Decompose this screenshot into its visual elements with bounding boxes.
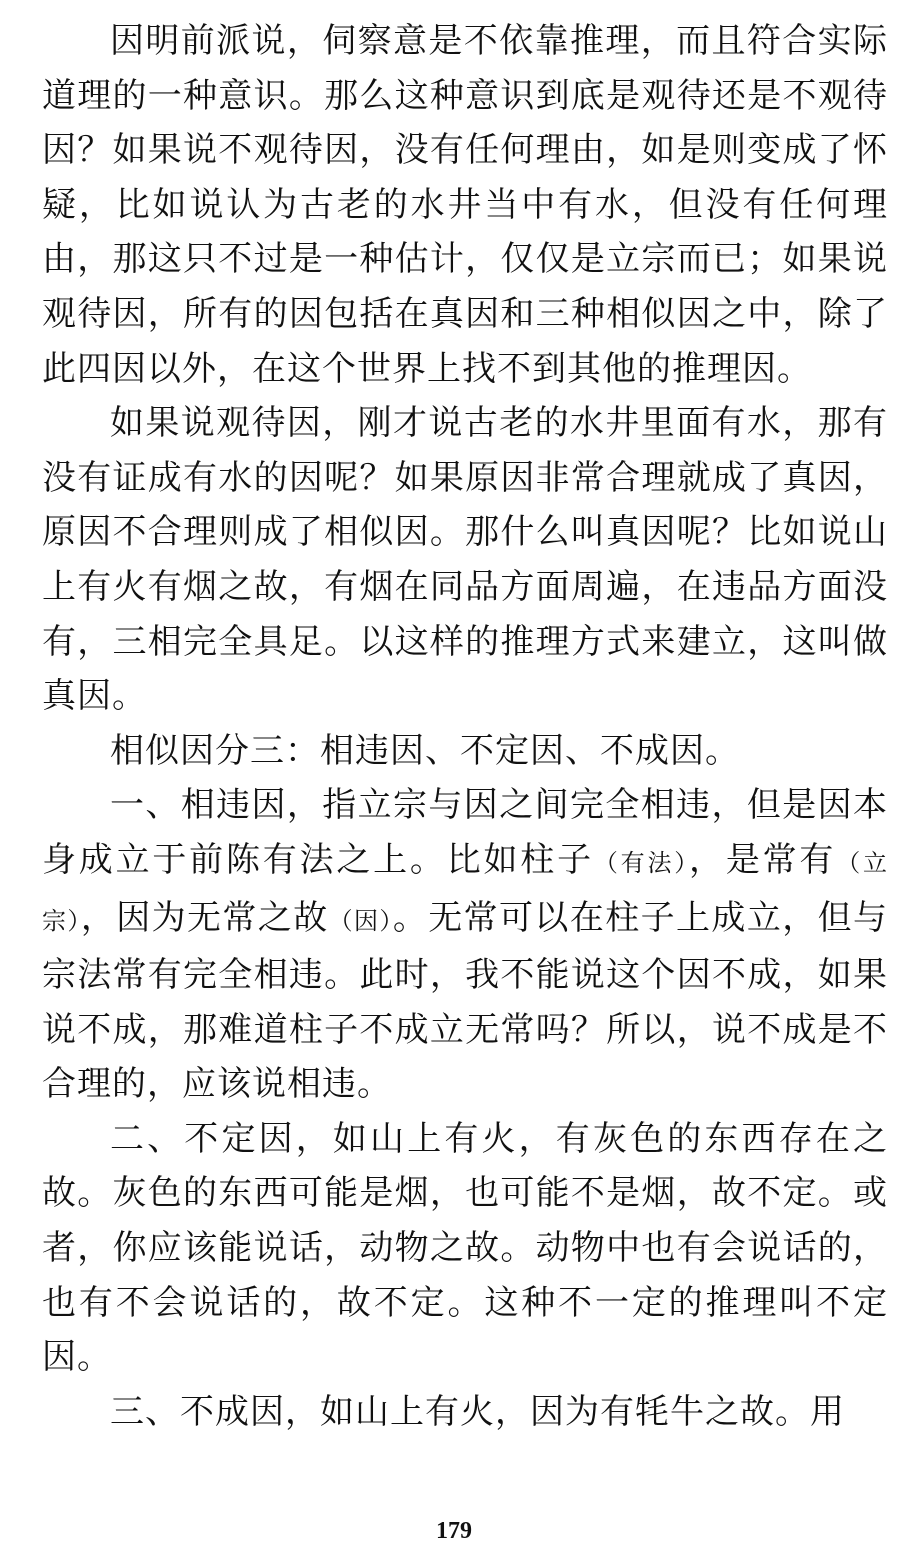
paragraph-5: 二、不定因，如山上有火，有灰色的东西存在之故。灰色的东西可能是烟，也可能不是烟，故不定。或者，你应该能说话，动物之故。动物中也有会说话的，也有不会说话的，故不定。这种不一定的推理叫不定因。 bbox=[42, 1118, 888, 1378]
paragraph-4-text-b: ，是常有 bbox=[689, 839, 837, 880]
paragraph-4-text-d: 。无常可以在柱子上成立，但与宗法常有完全相违。此时，我不能说这个因不成，如果说不成，那难道柱子不成立无常吗？所以，说不成是不合理的，应该说相违。 bbox=[42, 897, 889, 1105]
paragraph-6: 三、不成因，如山上有火，因为有牦牛之故。用 bbox=[110, 1391, 845, 1432]
annotation-thesis: （立宗） bbox=[42, 848, 889, 935]
paragraph-2: 如果说观待因，刚才说古老的水井里面有水，那有没有证成有水的因呢？如果原因非常合理就成了真因，原因不合理则成了相似因。那什么叫真因呢？比如说山上有火有烟之故，有烟在同品方面周遍，在违品方面没有，三相完全具足。以这样的推理方式来建立，这叫做真因。 bbox=[42, 403, 888, 717]
page-number: 179 bbox=[436, 1518, 472, 1544]
paragraph-4-text-a: 一、相违因，指立宗与因之间完全相违，但是因本身成立于前陈有法之上。比如柱子 bbox=[42, 785, 888, 880]
paragraph-3: 相似因分三：相违因、不定因、不成因。 bbox=[110, 730, 740, 771]
annotation-subject: （有法） bbox=[593, 848, 690, 877]
annotation-reason: （因） bbox=[328, 906, 393, 935]
paragraph-4-text-c: ，因为无常之故 bbox=[80, 897, 329, 938]
page-body bbox=[42, 14, 888, 1439]
paragraph-1: 因明前派说，伺察意是不依靠推理，而且符合实际道理的一种意识。那么这种意识到底是观待还是不观待因？如果说不观待因，没有任何理由，如是则变成了怀疑，比如说认为古老的水井当中有水，但没有任何理由，那这只不过是一种估计，仅仅是立宗而已；如果说观待因，所有的因包括在真因和三种相似因之中，除了此四因以外，在这个世界上找不到其他的推理因。 bbox=[42, 21, 888, 389]
paragraph-4 bbox=[42, 778, 888, 1112]
